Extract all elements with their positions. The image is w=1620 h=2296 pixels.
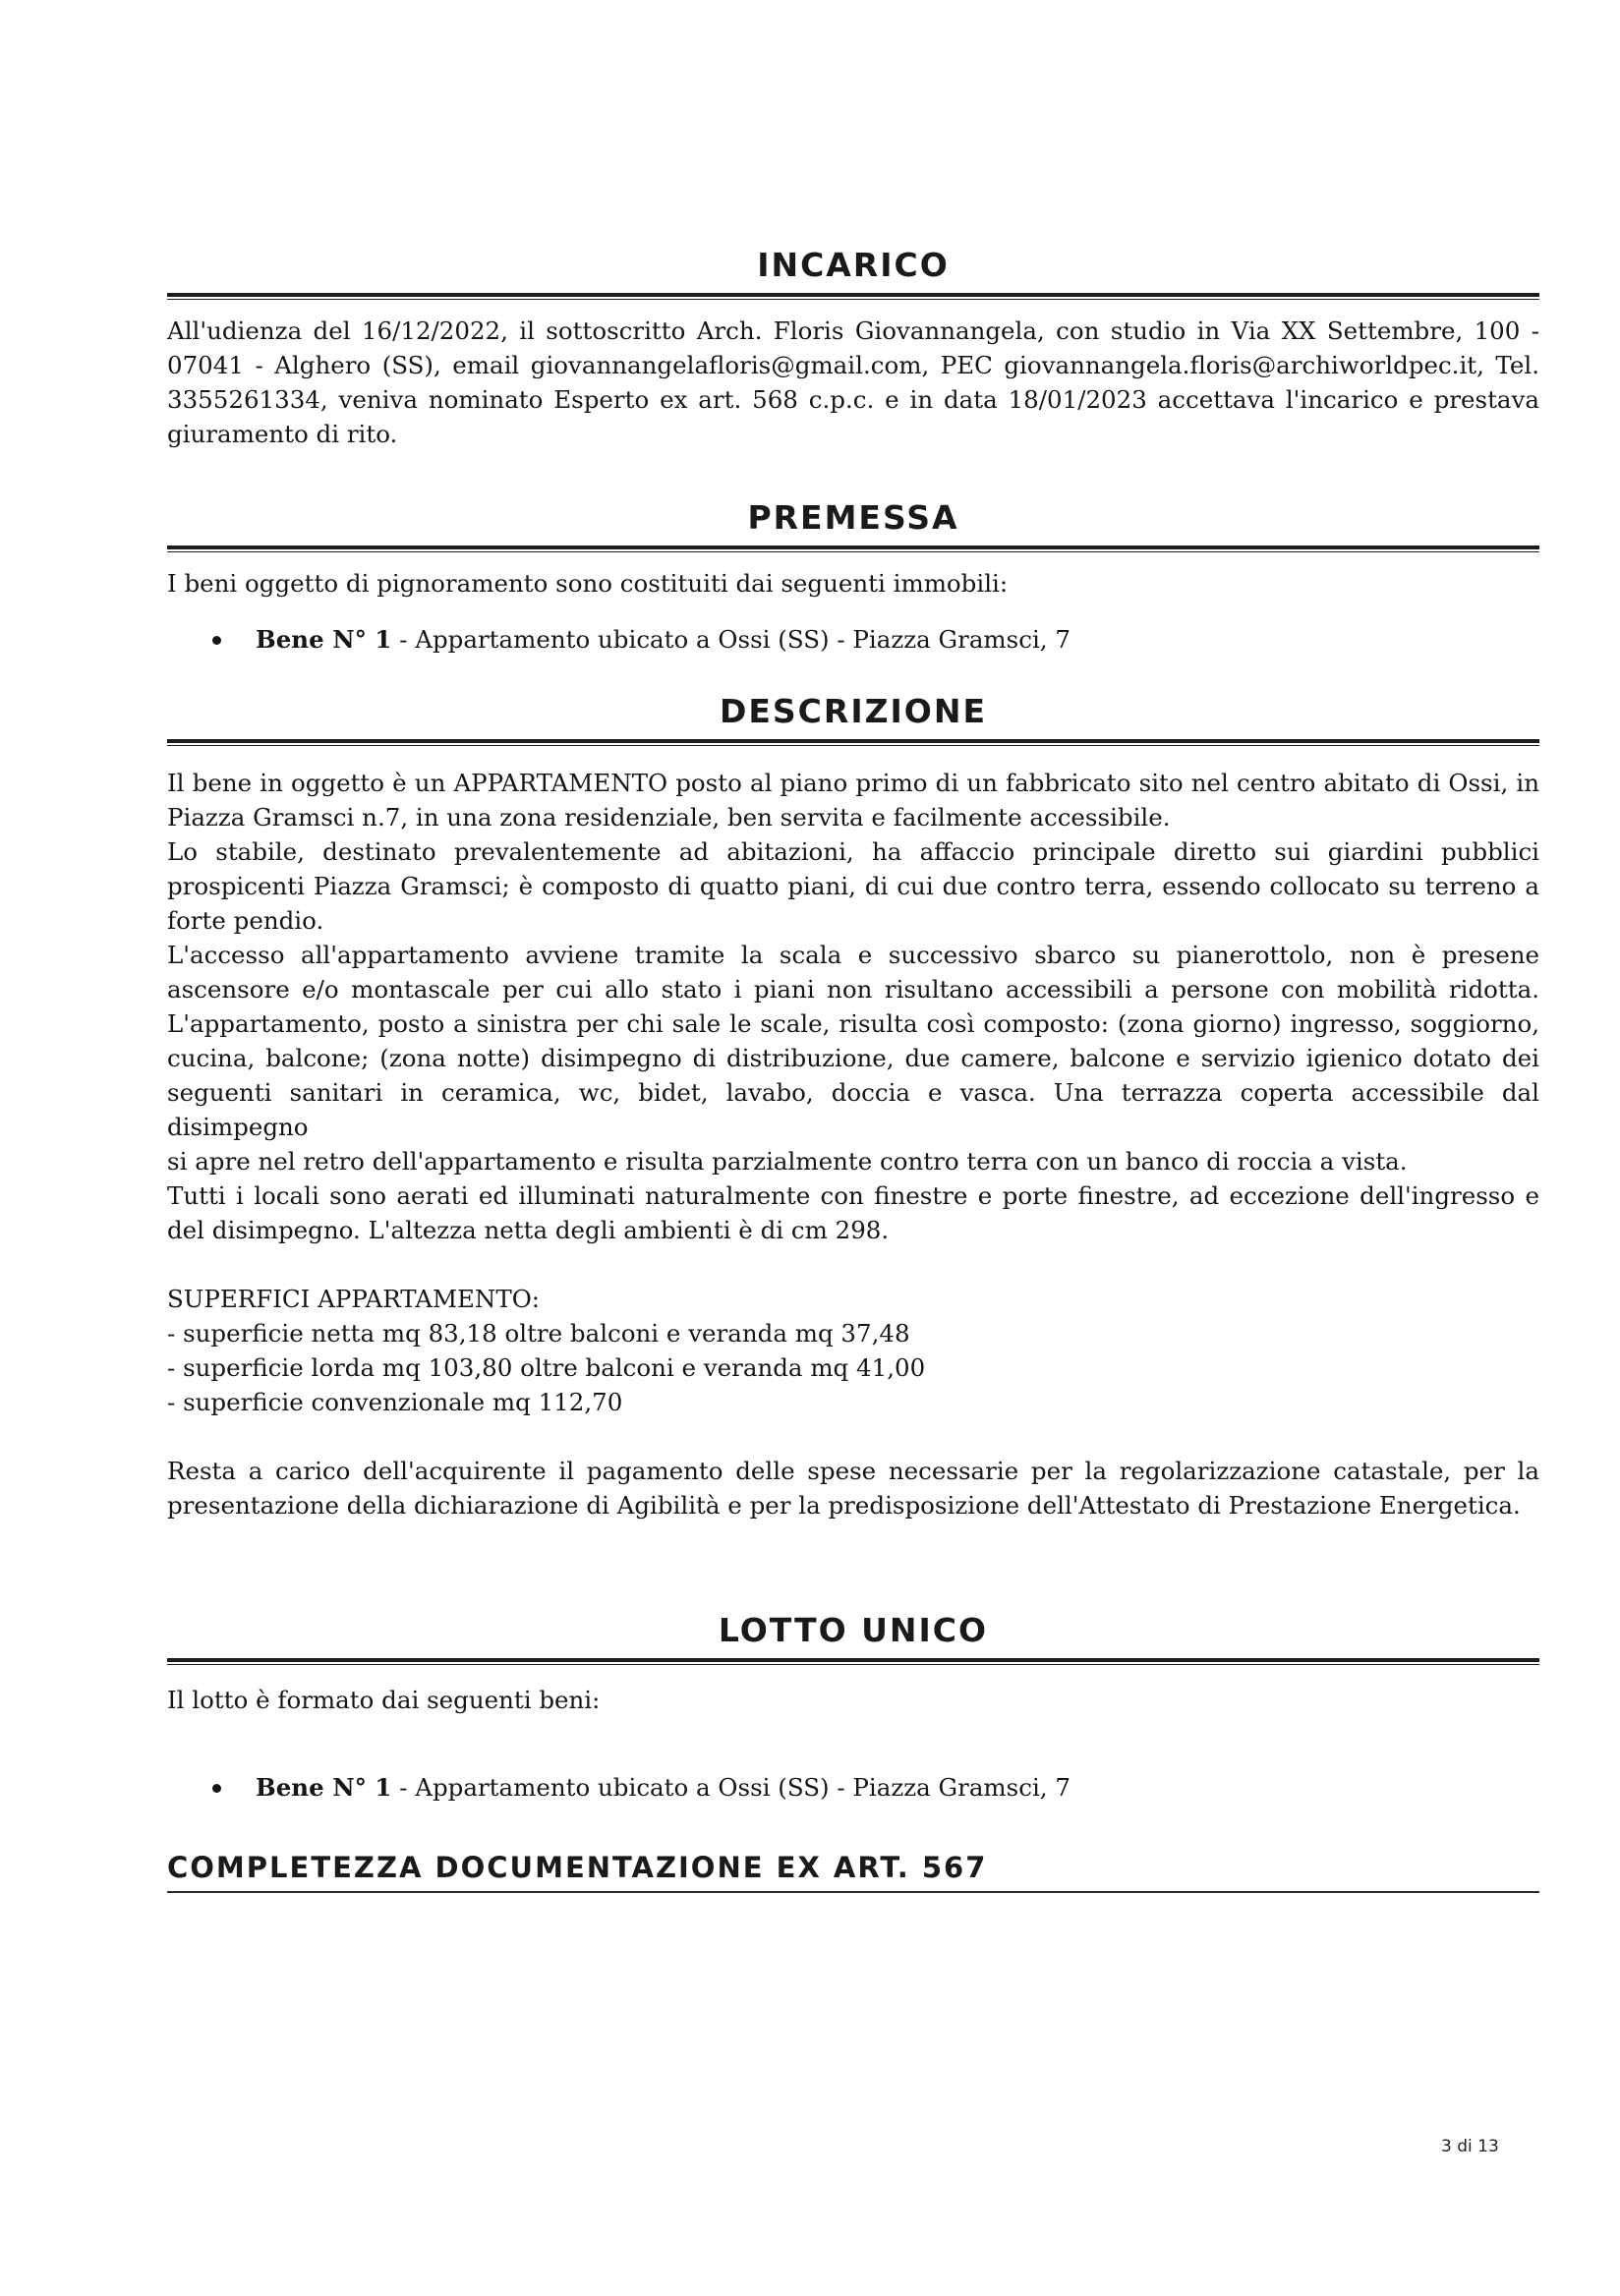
text-line: prospicenti Piazza Gramsci; è composto di quatto piani, di cui due contro terra, essendo collocato su terreno a xyxy=(167,872,1539,900)
section-title-completezza: COMPLETEZZA DOCUMENTAZIONE EX ART. 567 xyxy=(167,1851,988,1884)
descrizione-paragraph xyxy=(167,766,1539,1247)
list-item xyxy=(167,622,1539,657)
superficie-netta: - superficie netta mq 83,18 oltre balconi e veranda mq 37,48 xyxy=(167,1319,910,1348)
superfici-title: SUPERFICI APPARTAMENTO: xyxy=(167,1285,541,1313)
section-rule xyxy=(167,545,1539,552)
section-title-lotto-unico: LOTTO UNICO xyxy=(718,1611,989,1649)
section-title-descrizione: DESCRIZIONE xyxy=(719,692,988,730)
section-lotto-unico xyxy=(167,1609,1539,1805)
section-title-premessa: PREMESSA xyxy=(747,498,959,537)
text-line: Tutti i locali sono aerati ed illuminati naturalmente con finestre e porte finestre, ad eccezione dell'ingresso e xyxy=(167,1181,1539,1210)
section-incarico xyxy=(167,244,1539,451)
text-line: 07041 - Alghero (SS), email giovannangelafloris@gmail.com, PEC giovannangela.floris@archiworldpec.it, Tel. xyxy=(167,351,1539,379)
incarico-paragraph xyxy=(167,314,1539,451)
text-line: All'udienza del 16/12/2022, il sottoscritto Arch. Floris Giovannangela, con studio in Via XX Settembre, 100 - xyxy=(167,316,1539,345)
section-descrizione xyxy=(167,690,1539,1522)
bullet-icon xyxy=(212,1784,221,1793)
text-line: del disimpegno. L'altezza netta degli ambienti è di cm 298. xyxy=(167,1216,890,1244)
text-line: si apre nel retro dell'appartamento e risulta parzialmente contro terra con un banco di roccia a vista. xyxy=(167,1147,1408,1176)
section-completezza xyxy=(167,1848,1539,1893)
section-rule xyxy=(167,1658,1539,1665)
text-line: Il bene in oggetto è un APPARTAMENTO posto al piano primo di un fabbricato sito nel centro abitato di Ossi, in xyxy=(167,769,1539,797)
bullet-icon xyxy=(212,636,221,645)
text-line: Resta a carico dell'acquirente il pagamento delle spese necessarie per la regolarizzazione catastale, per la xyxy=(167,1457,1539,1485)
section-title-incarico: INCARICO xyxy=(757,246,950,284)
premessa-list xyxy=(167,622,1539,657)
section-rule xyxy=(167,739,1539,746)
section-premessa xyxy=(167,496,1539,657)
bene-description: - Appartamento ubicato a Ossi (SS) - Piazza Gramsci, 7 xyxy=(391,1773,1070,1802)
list-item xyxy=(167,1770,1539,1805)
section-rule xyxy=(167,293,1539,300)
bene-label: Bene N° 1 xyxy=(256,1773,392,1802)
text-line: seguenti sanitari in ceramica, wc, bidet, lavabo, doccia e vasca. Una terrazza coperta accessibile dal disimpegno xyxy=(167,1078,1539,1141)
premessa-intro: I beni oggetto di pignoramento sono costituiti dai seguenti immobili: xyxy=(167,569,1009,598)
superfici-block xyxy=(167,1282,1539,1419)
text-line: presentazione della dichiarazione di Agibilità e per la predisposizione dell'Attestato di Prestazione Energetica. xyxy=(167,1491,1521,1520)
text-line: L'appartamento, posto a sinistra per chi sale le scale, risulta così composto: (zona giorno) ingresso, soggiorno, xyxy=(167,1009,1539,1038)
superficie-convenzionale: - superficie convenzionale mq 112,70 xyxy=(167,1388,623,1416)
text-line: giuramento di rito. xyxy=(167,420,398,448)
list-item-text xyxy=(256,625,1070,654)
text-line: 3355261334, veniva nominato Esperto ex art. 568 c.p.c. e in data 18/01/2023 accettava l'incarico e prestava xyxy=(167,385,1539,414)
text-line: cucina, balcone; (zona notte) disimpegno di distribuzione, due camere, balcone e servizio igienico dotato dei xyxy=(167,1044,1539,1072)
section-rule xyxy=(167,1891,1539,1893)
page-number: 3 di 13 xyxy=(1441,2137,1499,2156)
lotto-list xyxy=(167,1770,1539,1805)
document-content xyxy=(167,236,1539,1893)
text-line: Lo stabile, destinato prevalentemente ad abitazioni, ha affaccio principale diretto sui giardini pubblici xyxy=(167,837,1539,866)
descrizione-closing-paragraph xyxy=(167,1454,1539,1522)
bene-label: Bene N° 1 xyxy=(256,625,392,654)
text-line: ascensore e/o montascale per cui allo stato i piani non risultano accessibili a persone con mobilità ridotta. xyxy=(167,975,1539,1004)
list-item-text xyxy=(256,1773,1070,1802)
superficie-lorda: - superficie lorda mq 103,80 oltre balconi e veranda mq 41,00 xyxy=(167,1353,926,1382)
bene-description: - Appartamento ubicato a Ossi (SS) - Piazza Gramsci, 7 xyxy=(391,625,1070,654)
text-line: L'accesso all'appartamento avviene tramite la scala e successivo sbarco su pianerottolo, non è presene xyxy=(167,941,1539,969)
lotto-intro: Il lotto è formato dai seguenti beni: xyxy=(167,1686,601,1714)
text-line: Piazza Gramsci n.7, in una zona residenziale, ben servita e facilmente accessibile. xyxy=(167,803,1171,832)
text-line: forte pendio. xyxy=(167,906,324,935)
